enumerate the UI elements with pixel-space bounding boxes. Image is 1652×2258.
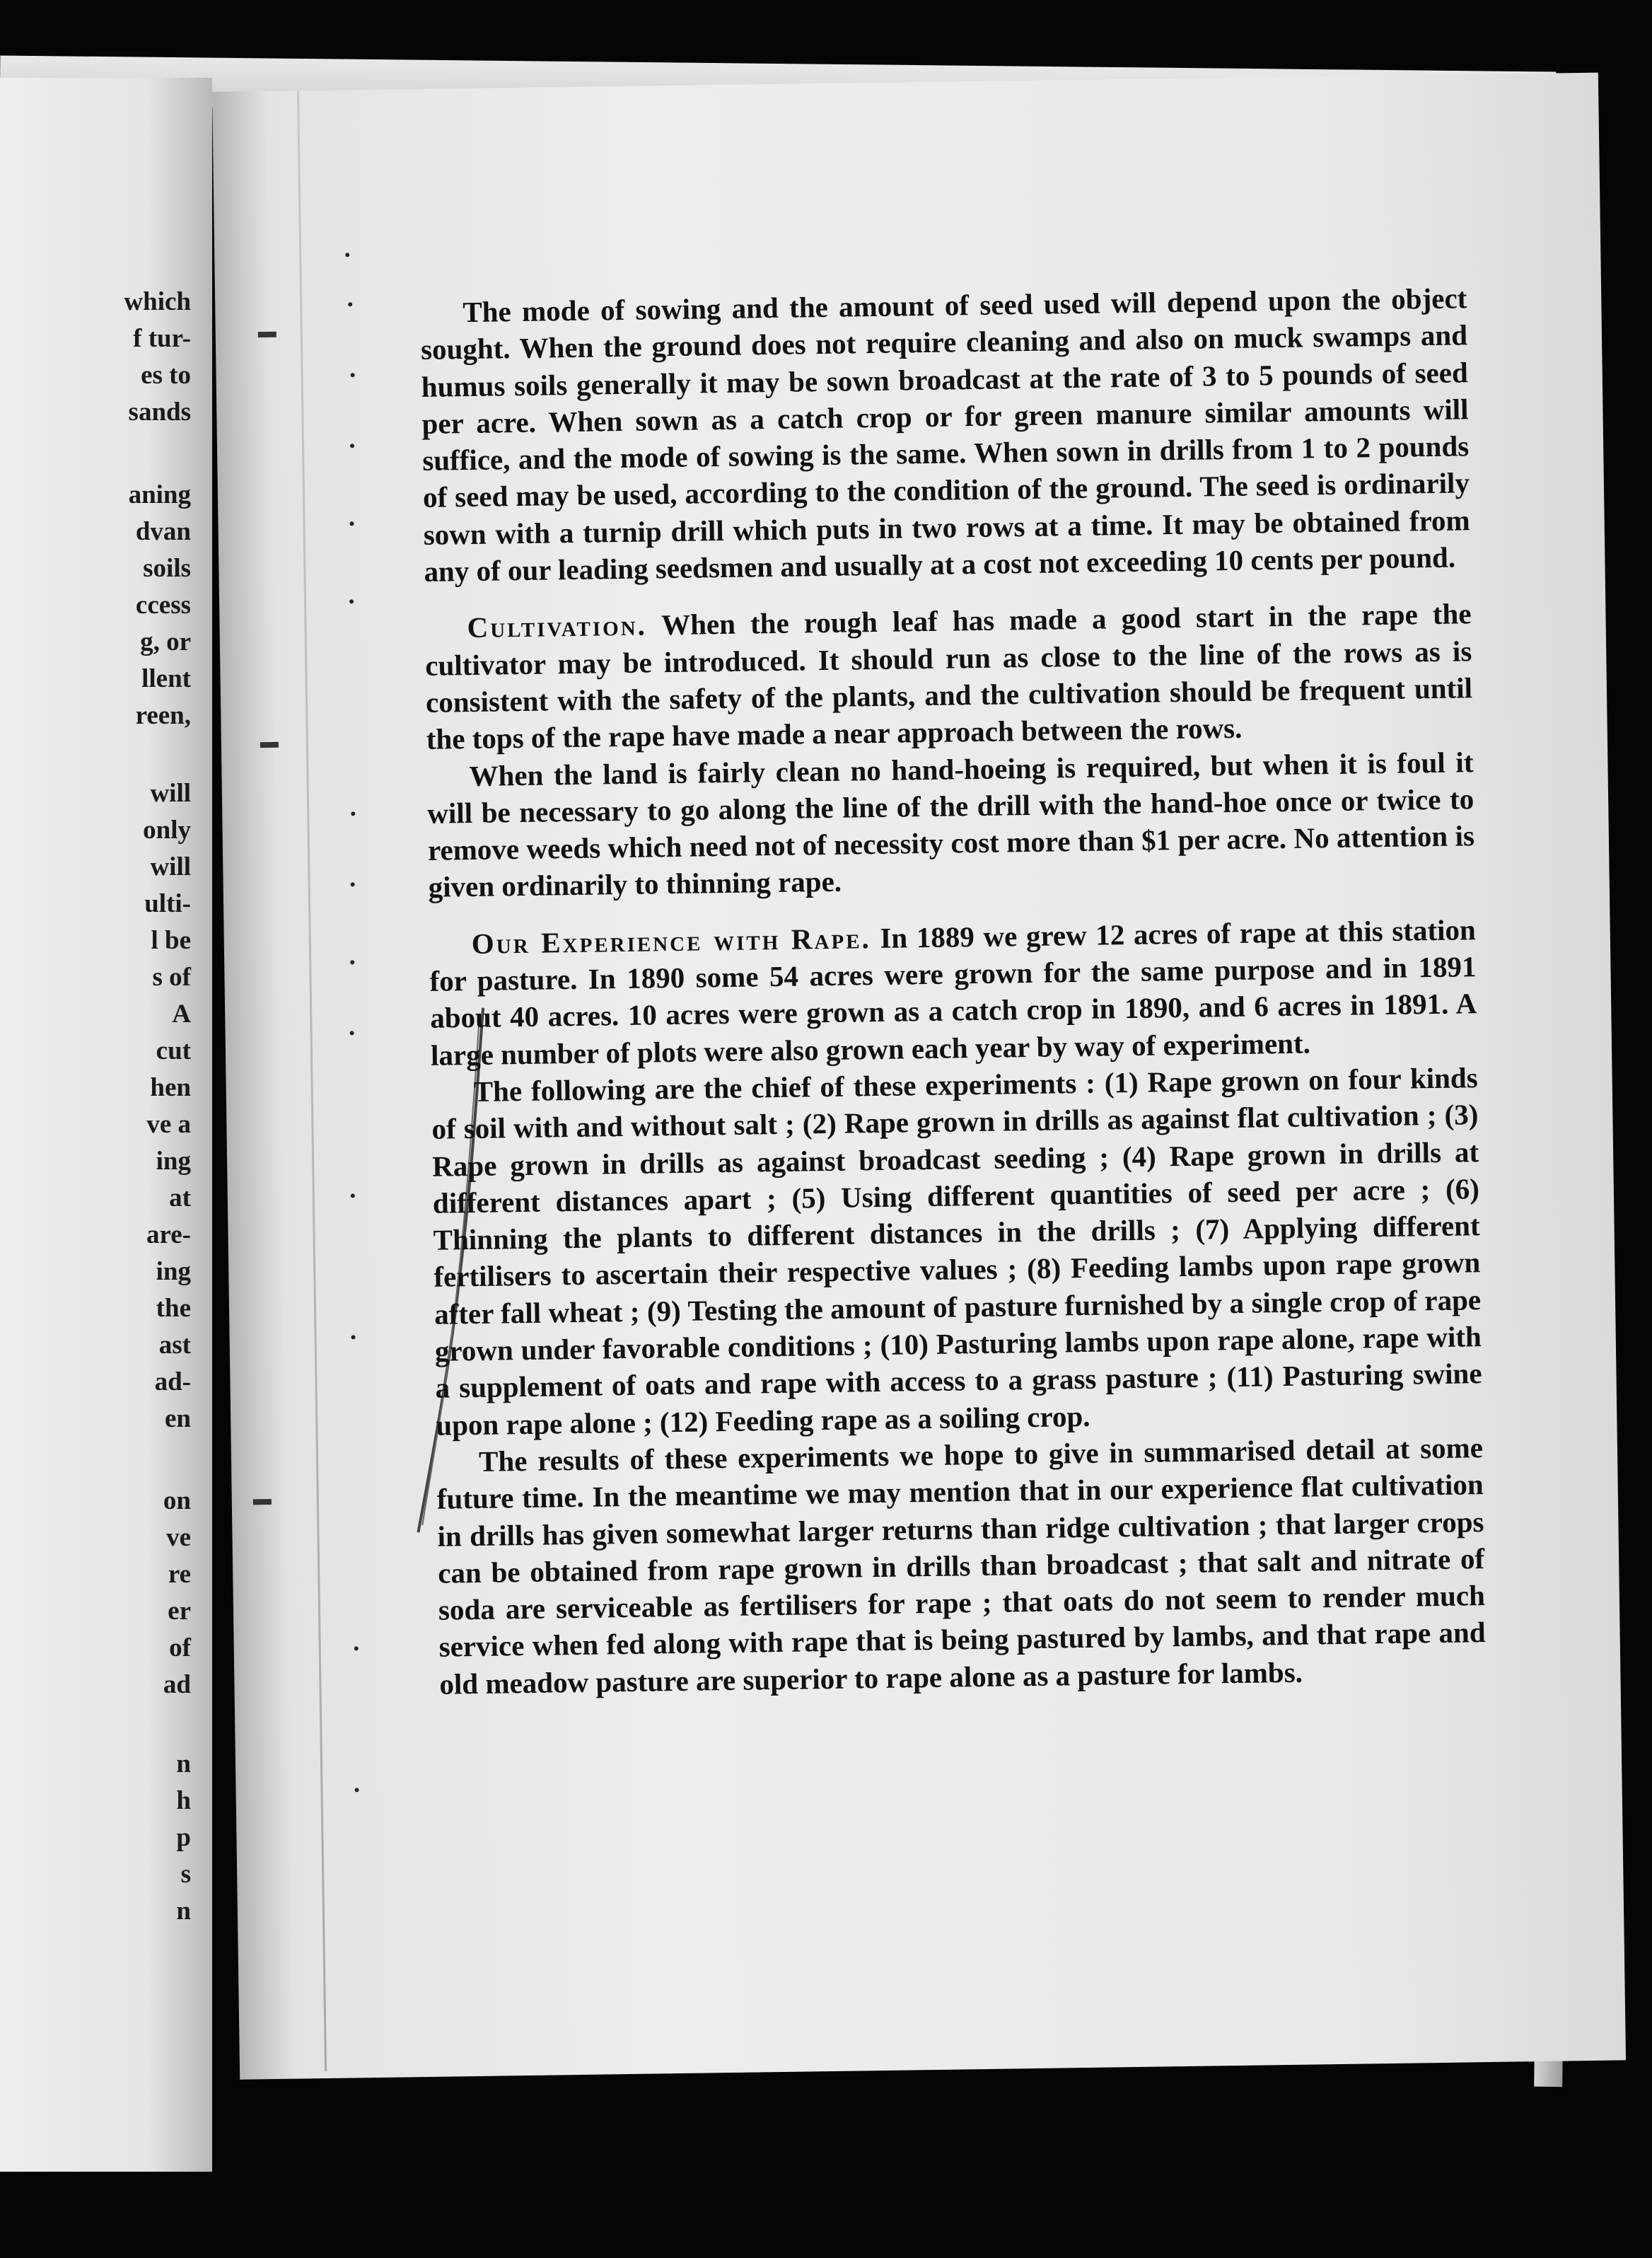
- binding-hole-mark: [351, 882, 355, 886]
- left-page-fragment: ast: [158, 1331, 191, 1360]
- experience-heading: Our Experience with Rape.: [471, 921, 872, 960]
- binding-hole-mark: [350, 1031, 354, 1035]
- binding-hole-mark: [351, 1335, 356, 1339]
- left-page-fragment: of: [169, 1633, 191, 1662]
- left-page-fragment: ve a: [146, 1110, 191, 1139]
- left-page-fragment: ad-: [154, 1367, 191, 1396]
- left-page-fragment: on: [163, 1486, 191, 1515]
- experience-paragraph: [429, 911, 1477, 1074]
- hand-hoeing-paragraph: When the land is fairly clean no hand-hoeing is required, but when it is foul it will be necessary to go along the line of the drill with the hand-hoe once or twice to remove weeds which need not of necessity cost more than $1 per acre. No attention is given ordinarily to thinning rape.: [426, 745, 1475, 904]
- left-page-fragment: n: [176, 1897, 191, 1926]
- left-page-fragment: re: [168, 1560, 191, 1589]
- left-page-fragment: which: [124, 287, 191, 316]
- left-page-fragment: llent: [141, 664, 191, 693]
- left-page-fragment: sands: [128, 398, 191, 427]
- gutter-fold: [297, 91, 327, 2071]
- left-page-fragment: will: [150, 779, 191, 808]
- left-page-fragment: g, or: [140, 627, 191, 656]
- left-page-fragment: es to: [141, 361, 191, 390]
- left-page-fragment: er: [168, 1597, 191, 1626]
- left-page-fragment: only: [143, 816, 191, 845]
- experience-text: In 1889 we grew 12 acres of rape at this station for pasture. In 1890 some 54 acres were grown for the same purpose and in 1891 about 40 acres. 10 acres were grown as a catch crop in 1890, and 6 acres in 1891. A large number of plots were also grown each year by way of experiment.: [429, 913, 1477, 1072]
- binding-hole-mark: [354, 1646, 359, 1650]
- left-facing-page: [0, 78, 212, 2172]
- left-page-fragment: l be: [151, 926, 191, 955]
- left-page-fragment: the: [156, 1294, 191, 1323]
- left-page-fragment: at: [169, 1183, 191, 1212]
- binding-hole-mark: [351, 373, 355, 377]
- left-page-fragment: cut: [156, 1036, 191, 1065]
- left-page-fragment: p: [176, 1823, 191, 1852]
- left-page-fragment: ve: [166, 1523, 191, 1552]
- thread-mark: [258, 332, 277, 337]
- left-page-fragment: ulti-: [144, 889, 191, 918]
- intro-paragraph: The mode of sowing and the amount of seed used will depend upon the object sought. When the ground does not require cleaning and also on muck swamps and humus soils generally it may be sown broadcast at the rate of 3 to 5 pounds of seed per acre. When sown as a catch crop or for green manure similar amounts will suffice, and the mode of sowing is the same. When sown in drills from 1 to 2 pounds of seed may be used, according to the condition of the ground. The seed is ordinarily sown with a turnip drill which puts in two rows at a time. It may be obtained from any of our leading seedsmen and usually at a cost not exceeding 10 cents per pound.: [420, 282, 1470, 588]
- left-page-fragment: h: [176, 1786, 191, 1815]
- binding-hole-mark: [351, 811, 355, 816]
- left-page-fragment: ad: [163, 1670, 191, 1699]
- left-page-fragment: aning: [128, 480, 191, 509]
- left-page-fragment: dvan: [135, 517, 191, 546]
- cultivation-paragraph: [424, 596, 1473, 758]
- left-page-fragment: s of: [152, 963, 191, 992]
- left-page-fragment: A: [172, 1000, 191, 1029]
- binding-hole-mark: [350, 960, 354, 964]
- results-paragraph: The results of these experiments we hope to give in summarised detail at some future time. In the meantime we may mention that in our experience flat cultivation in drills has given somewhat larger returns than ridge cultivation ; that larger crops can be obtained from rape grown in drills than broadcast ; that salt and nitrate of soda are serviceable as fertilisers for rape ; that oats do not seem to render much service when fed along with rape that is being pastured by lambs, and that rape and old meadow pasture are superior to rape alone as a pasture for lambs.: [436, 1431, 1486, 1701]
- thread-mark: [253, 1499, 272, 1505]
- left-page-fragment: ing: [156, 1257, 191, 1286]
- left-page-fragment: soils: [143, 554, 191, 583]
- left-page-fragment: s: [180, 1860, 191, 1889]
- left-page-fragment: will: [150, 852, 191, 881]
- binding-hole-mark: [349, 521, 354, 526]
- binding-hole-mark: [348, 302, 352, 306]
- binding-hole-mark: [349, 599, 354, 603]
- cultivation-heading: Cultivation.: [467, 608, 648, 644]
- left-page-fragment: are-: [146, 1220, 191, 1249]
- page-body-text: [420, 279, 1487, 1702]
- binding-hole-mark: [351, 1193, 355, 1198]
- binding-hole-mark: [354, 1788, 359, 1792]
- left-page-fragment: ing: [156, 1147, 191, 1176]
- binding-hole-mark: [350, 444, 354, 448]
- cultivation-text: When the rough leaf has made a good start in the rape the cultivator may be introduced. It should run as close to the line of the rows as is consistent with the safety of the plants, and the cultivation should be frequent until the tops of the rape have made a near approach between the rows.: [425, 597, 1473, 756]
- thread-mark: [260, 742, 279, 748]
- experiments-paragraph: The following are the chief of these experiments : (1) Rape grown on four kinds of soil with and without salt ; (2) Rape grown in drills as against flat cultivation ; (3) Rape grown in drills as against broadcast seeding ; (4) Rape grown in drills at different distances apart ; (5) Using different quantities of seed per acre ; (6) Thinning the plants to different distances in the drills ; (7) Applying different fertilisers to ascertain their respective values ; (8) Feeding lambs upon rape grown after fall wheat ; (9) Testing the amount of pasture furnished by a single crop of rape grown under favorable conditions ; (10) Pasturing lambs upon rape alone, rape with a supplement of oats and rape with access to a grass pasture ; (11) Pasturing swine upon rape alone ; (12) Feeding rape as a soiling crop.: [431, 1061, 1482, 1442]
- binding-hole-mark: [345, 253, 349, 257]
- left-page-fragment: f tur-: [133, 324, 191, 353]
- book-page: [212, 73, 1626, 2080]
- left-page-fragment: reen,: [135, 701, 191, 730]
- left-page-fragment: en: [165, 1404, 191, 1433]
- left-page-fragment: ccess: [135, 591, 191, 620]
- left-page-fragment: n: [176, 1749, 191, 1778]
- left-page-fragment: hen: [150, 1073, 191, 1102]
